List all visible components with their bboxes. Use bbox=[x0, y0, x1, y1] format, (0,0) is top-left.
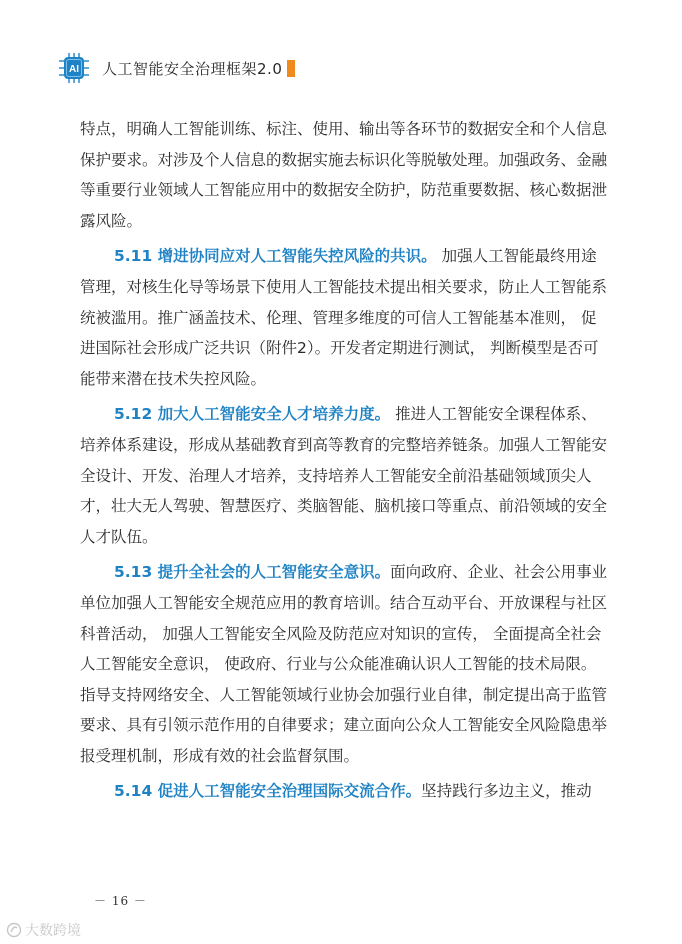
ai-logo-icon bbox=[58, 53, 90, 83]
section-heading: 5.13 提升全社会的人工智能安全意识。 bbox=[114, 563, 391, 582]
paragraph-text: 坚持践行多边主义，推动 bbox=[421, 782, 592, 801]
paragraph-continuation bbox=[80, 114, 610, 236]
section-5-12 bbox=[80, 399, 610, 552]
document-title: 人工智能安全治理框架2.0 bbox=[102, 59, 283, 78]
section-heading: 5.14 促进人工智能安全治理国际交流合作。 bbox=[114, 782, 422, 801]
watermark bbox=[6, 920, 81, 940]
section-5-13 bbox=[80, 557, 610, 771]
paragraph-text: 加强人工智能最终用途管理，对核生化导等场景下使用人工智能技术提出相关要求，防止人工智能系统被滥用。推广涵盖技术、伦理、管理多维度的可信人工智能基本准则， 促进国际社会形成广泛共识（附件2）。开发者定期进行测试， 判断模型是否可能带来潜在技术失控风险。 bbox=[80, 247, 608, 388]
watermark-logo-icon bbox=[6, 922, 22, 938]
paragraph-text: 面向政府、企业、社会公用事业单位加强人工智能安全规范应用的教育培训。结合互动平台、开放课程与社区科普活动， 加强人工智能安全风险及防范应对知识的宣传， 全面提高全社会人工智能安全意识， 使政府、行业与公众能准确认识人工智能的技术局限。指导支持网络安全、人工智能领域行业协会加强行业自律，制定提出高于监管要求、具有引领示范作用的自律要求；建立面向公众人工智能安全风险隐患举报受理机制，形成有效的社会监督氛围。 bbox=[80, 563, 608, 765]
body-text bbox=[80, 114, 610, 807]
section-heading: 5.12 加大人工智能安全人才培养力度。 bbox=[114, 405, 391, 424]
section-5-14 bbox=[80, 776, 610, 807]
page-number: － 16 － bbox=[94, 894, 147, 908]
logo-text: AI bbox=[69, 64, 79, 75]
watermark-text: 大数跨境 bbox=[25, 923, 81, 939]
section-heading: 5.11 增进协同应对人工智能失控风险的共识。 bbox=[114, 247, 437, 266]
section-5-11 bbox=[80, 241, 610, 394]
title-accent-bar bbox=[287, 60, 295, 77]
paragraph-text: 推进人工智能安全课程体系、培养体系建设，形成从基础教育到高等教育的完整培养链条。加强人工智能安全设计、开发、治理人才培养，支持培养人工智能安全前沿基础领域顶尖人才，壮大无人驾驶、智慧医疗、类脑智能、脑机接口等重点、前沿领域的安全人才队伍。 bbox=[80, 405, 608, 546]
page-header bbox=[58, 52, 295, 84]
paragraph-text: 特点，明确人工智能训练、标注、使用、输出等各环节的数据安全和个人信息保护要求。对涉及个人信息的数据实施去标识化等脱敏处理。加强政务、金融等重要行业领域人工智能应用中的数据安全防护，防范重要数据、核心数据泄露风险。 bbox=[80, 120, 608, 230]
